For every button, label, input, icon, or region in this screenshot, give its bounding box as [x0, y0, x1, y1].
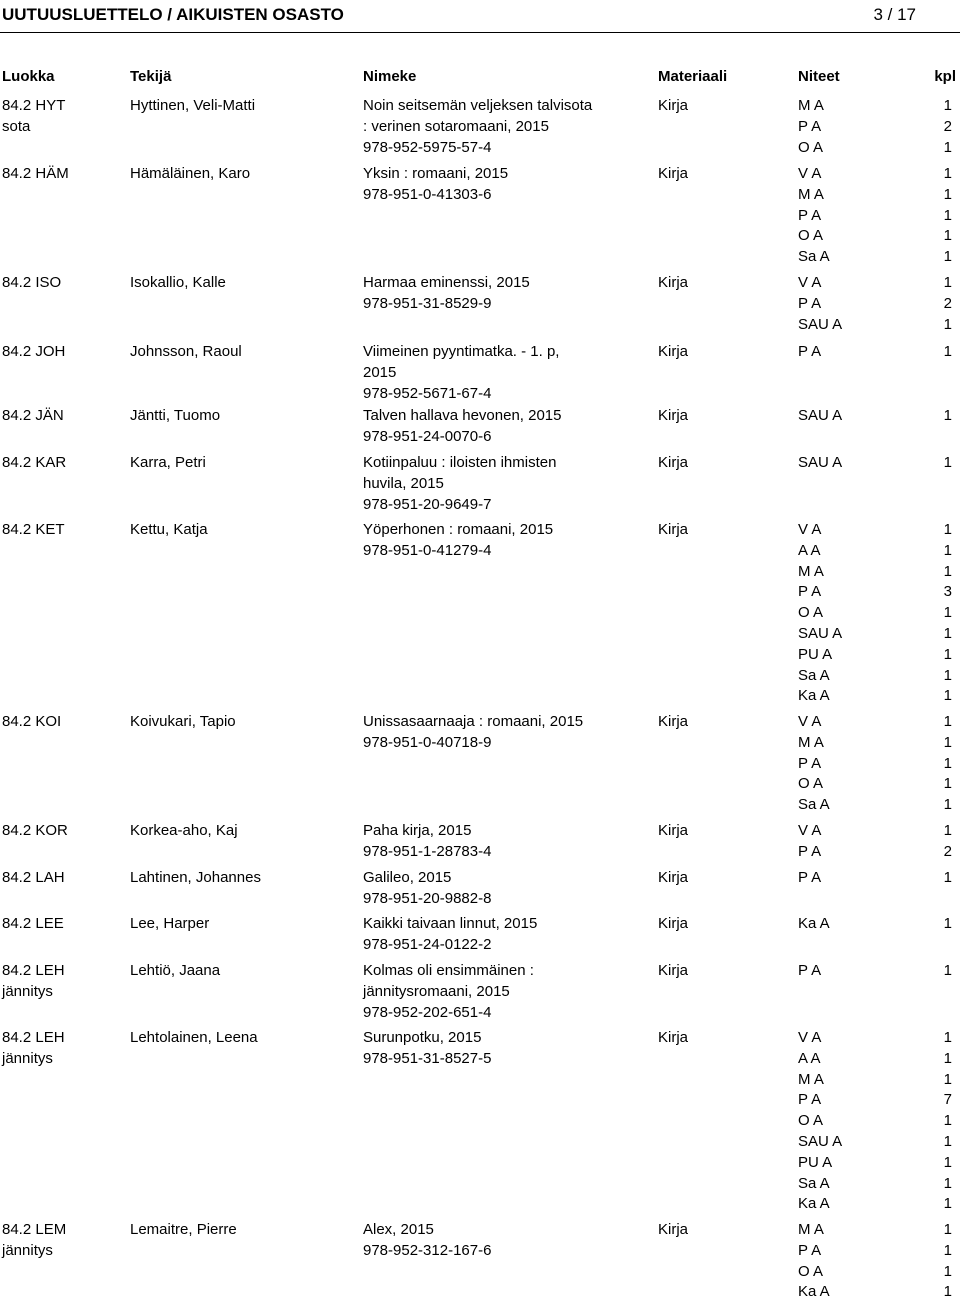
- niteet-location: PU A: [798, 645, 833, 663]
- nimeke-line: 978-951-0-40718-9: [363, 733, 492, 751]
- nimeke-line: Yöperhonen : romaani, 2015: [363, 521, 554, 538]
- niteet-count: 1: [943, 775, 952, 793]
- nimeke-line: Galileo, 2015: [363, 869, 452, 886]
- niteet-location: M A: [798, 97, 824, 114]
- luokka-line: 84.2 HYT: [2, 97, 66, 114]
- cell-materiaali: Kirja: [658, 97, 689, 114]
- niteet-count: 1: [943, 521, 952, 538]
- nimeke-line: 978-951-31-8527-5: [363, 1049, 492, 1067]
- niteet-count: 1: [943, 1049, 952, 1067]
- cell-tekija: Johnsson, Raoul: [130, 343, 242, 360]
- niteet-location: Ka A: [798, 687, 830, 705]
- nimeke-line: 978-951-31-8529-9: [363, 294, 492, 312]
- niteet-location: V A: [798, 274, 822, 291]
- niteet-location: Sa A: [798, 248, 830, 266]
- niteet-count: 1: [943, 541, 952, 559]
- column-header-tekija: Tekijä: [130, 68, 172, 85]
- cell-nimeke: [363, 712, 653, 754]
- cell-luokka: [2, 520, 120, 541]
- niteet-location: P A: [798, 1241, 822, 1259]
- luokka-line: 84.2 KET: [2, 521, 65, 538]
- niteet-location: O A: [798, 138, 824, 156]
- cell-nimeke: [363, 868, 653, 910]
- nimeke-line: 978-951-24-0070-6: [363, 427, 492, 445]
- nimeke-line: 978-951-20-9882-8: [363, 889, 492, 907]
- niteet-count: 1: [943, 962, 952, 979]
- niteet-location: V A: [798, 165, 822, 182]
- cell-tekija: Koivukari, Tapio: [130, 713, 236, 730]
- niteet-count: 3: [943, 583, 952, 601]
- nimeke-line: Unissasaarnaaja : romaani, 2015: [363, 713, 584, 730]
- niteet-count: 1: [943, 185, 952, 203]
- cell-nimeke: [363, 821, 653, 863]
- niteet-count: 1: [943, 248, 952, 266]
- niteet-count: 1: [943, 206, 952, 224]
- niteet-count: 1: [943, 1070, 952, 1088]
- cell-tekija: Hyttinen, Veli-Matti: [130, 97, 256, 114]
- niteet-count: 1: [943, 1112, 952, 1130]
- luokka-line: 84.2 KOI: [2, 713, 62, 730]
- cell-nimeke: [363, 1028, 653, 1070]
- niteet-count: 1: [943, 97, 952, 114]
- niteet-location: M A: [798, 1221, 824, 1238]
- niteet-location: SAU A: [798, 407, 843, 424]
- niteet-location: O A: [798, 604, 824, 622]
- cell-tekija: Lehtolainen, Leena: [130, 1029, 258, 1046]
- niteet-location: M A: [798, 1070, 824, 1088]
- column-headers: [0, 68, 960, 88]
- cell-tekija: Lee, Harper: [130, 915, 210, 932]
- cell-nimeke: [363, 520, 653, 562]
- luokka-line: 84.2 LEH: [2, 962, 65, 979]
- niteet-location: O A: [798, 775, 824, 793]
- niteet-count: 1: [943, 754, 952, 772]
- cell-tekija: Jäntti, Tuomo: [130, 407, 221, 424]
- luokka-line: jännitys: [2, 982, 53, 1000]
- cell-luokka: [2, 273, 120, 294]
- luokka-line: 84.2 KOR: [2, 822, 68, 839]
- luokka-line: 84.2 JÄN: [2, 407, 64, 424]
- cell-luokka: [2, 1028, 120, 1070]
- cell-materiaali: Kirja: [658, 454, 689, 471]
- niteet-location: P A: [798, 754, 822, 772]
- column-header-niteet: Niteet: [798, 68, 840, 85]
- niteet-location: SAU A: [798, 454, 843, 471]
- header-rule: [0, 32, 960, 33]
- cell-materiaali: Kirja: [658, 165, 689, 182]
- niteet-location: V A: [798, 822, 822, 839]
- niteet-count: 7: [943, 1091, 952, 1109]
- niteet-count: 1: [943, 1174, 952, 1192]
- niteet-count: 1: [943, 1029, 952, 1046]
- niteet-location: Sa A: [798, 666, 830, 684]
- niteet-location: SAU A: [798, 315, 843, 333]
- niteet-location: V A: [798, 521, 822, 538]
- nimeke-line: Noin seitsemän veljeksen talvisota: [363, 97, 593, 114]
- nimeke-line: Yksin : romaani, 2015: [363, 165, 509, 182]
- niteet-count: 1: [943, 1262, 952, 1280]
- niteet-location: SAU A: [798, 625, 843, 642]
- luokka-line: 84.2 LEM: [2, 1221, 67, 1238]
- niteet-count: 1: [943, 1241, 952, 1259]
- nimeke-line: 978-951-0-41303-6: [363, 185, 492, 203]
- niteet-count: 1: [943, 822, 952, 839]
- niteet-count: 1: [943, 713, 952, 730]
- cell-tekija: Lahtinen, Johannes: [130, 869, 261, 886]
- luokka-line: jännitys: [2, 1241, 53, 1259]
- niteet-location: P A: [798, 962, 822, 979]
- niteet-count: 1: [943, 687, 952, 705]
- cell-tekija: Hämäläinen, Karo: [130, 165, 251, 182]
- nimeke-line: jännitysromaani, 2015: [363, 982, 510, 1000]
- cell-materiaali: Kirja: [658, 1221, 689, 1238]
- niteet-location: O A: [798, 227, 824, 245]
- niteet-count: 1: [943, 315, 952, 333]
- niteet-location: A A: [798, 1049, 821, 1067]
- niteet-location: Ka A: [798, 1195, 830, 1213]
- niteet-count: 1: [943, 227, 952, 245]
- nimeke-line: Harmaa eminenssi, 2015: [363, 274, 530, 291]
- cell-luokka: [2, 914, 120, 935]
- niteet-location: P A: [798, 343, 822, 360]
- niteet-location: A A: [798, 541, 821, 559]
- nimeke-line: 978-951-0-41279-4: [363, 541, 492, 559]
- niteet-location: V A: [798, 713, 822, 730]
- cell-luokka: [2, 453, 120, 474]
- niteet-location: M A: [798, 562, 824, 580]
- niteet-count: 1: [943, 1221, 952, 1238]
- niteet-count: 1: [943, 666, 952, 684]
- niteet-location: PU A: [798, 1153, 833, 1171]
- cell-tekija: Korkea-aho, Kaj: [130, 822, 238, 839]
- niteet-count: 2: [943, 842, 952, 860]
- document-title: UUTUUSLUETTELO / AIKUISTEN OSASTO: [2, 5, 344, 24]
- niteet-count: 1: [943, 1133, 952, 1150]
- nimeke-line: Talven hallava hevonen, 2015: [363, 407, 562, 424]
- nimeke-line: Surunpotku, 2015: [363, 1029, 482, 1046]
- cell-luokka: [2, 96, 120, 138]
- niteet-count: 2: [943, 117, 952, 135]
- niteet-location: P A: [798, 294, 822, 312]
- niteet-count: 1: [943, 645, 952, 663]
- cell-materiaali: Kirja: [658, 869, 689, 886]
- nimeke-line: huvila, 2015: [363, 474, 444, 492]
- nimeke-line: 978-951-20-9649-7: [363, 495, 492, 513]
- cell-materiaali: Kirja: [658, 713, 689, 730]
- niteet-count: 1: [943, 1153, 952, 1171]
- cell-materiaali: Kirja: [658, 343, 689, 360]
- cell-nimeke: [363, 961, 653, 1023]
- nimeke-line: Alex, 2015: [363, 1221, 434, 1238]
- luokka-line: 84.2 KAR: [2, 454, 67, 471]
- column-header-materiaali: Materiaali: [658, 68, 728, 85]
- niteet-location: Ka A: [798, 1283, 830, 1301]
- niteet-location: P A: [798, 869, 822, 886]
- cell-tekija: Kettu, Katja: [130, 521, 208, 538]
- cell-materiaali: Kirja: [658, 521, 689, 538]
- niteet-location: M A: [798, 185, 824, 203]
- niteet-count: 1: [943, 274, 952, 291]
- niteet-location: Sa A: [798, 1174, 830, 1192]
- cell-nimeke: [363, 406, 653, 448]
- column-header-nimeke: Nimeke: [363, 68, 417, 85]
- nimeke-line: 978-952-312-167-6: [363, 1241, 492, 1259]
- niteet-count: 1: [943, 796, 952, 814]
- cell-nimeke: [363, 1220, 653, 1262]
- luokka-line: 84.2 LEH: [2, 1029, 65, 1046]
- niteet-location: SAU A: [798, 1133, 843, 1150]
- luokka-line: 84.2 ISO: [2, 274, 62, 291]
- niteet-location: P A: [798, 117, 822, 135]
- luokka-line: 84.2 JOH: [2, 343, 66, 360]
- cell-nimeke: [363, 96, 653, 158]
- cell-nimeke: [363, 342, 653, 404]
- cell-materiaali: Kirja: [658, 274, 689, 291]
- niteet-count: 2: [943, 294, 952, 312]
- nimeke-line: Viimeinen pyyntimatka. - 1. p,: [363, 343, 560, 360]
- niteet-location: P A: [798, 842, 822, 860]
- niteet-location: O A: [798, 1112, 824, 1130]
- nimeke-line: 978-951-24-0122-2: [363, 935, 492, 953]
- nimeke-line: Kolmas oli ensimmäinen :: [363, 962, 534, 979]
- cell-nimeke: [363, 914, 653, 956]
- cell-tekija: Lemaitre, Pierre: [130, 1221, 237, 1238]
- cell-tekija: Isokallio, Kalle: [130, 274, 226, 291]
- cell-materiaali: Kirja: [658, 407, 689, 424]
- niteet-location: V A: [798, 1029, 822, 1046]
- niteet-count: 1: [943, 604, 952, 622]
- luokka-line: sota: [2, 117, 31, 135]
- niteet-count: 1: [943, 625, 952, 642]
- cell-luokka: [2, 406, 120, 427]
- luokka-line: 84.2 LAH: [2, 869, 65, 886]
- niteet-count: 1: [943, 1283, 952, 1301]
- cell-nimeke: [363, 273, 653, 315]
- nimeke-line: Kotiinpaluu : iloisten ihmisten: [363, 454, 557, 471]
- niteet-count: 1: [943, 562, 952, 580]
- niteet-location: Ka A: [798, 915, 830, 932]
- niteet-location: P A: [798, 1091, 822, 1109]
- page-number: 3 / 17: [873, 5, 916, 24]
- niteet-location: M A: [798, 733, 824, 751]
- cell-luokka: [2, 821, 120, 842]
- niteet-count: 1: [943, 869, 952, 886]
- cell-materiaali: Kirja: [658, 1029, 689, 1046]
- nimeke-line: 978-952-202-651-4: [363, 1003, 492, 1021]
- cell-luokka: [2, 868, 120, 889]
- cell-luokka: [2, 164, 120, 185]
- niteet-count: 1: [943, 454, 952, 471]
- niteet-count: 1: [943, 915, 952, 932]
- cell-tekija: Lehtiö, Jaana: [130, 962, 221, 979]
- niteet-location: Sa A: [798, 796, 830, 814]
- cell-materiaali: Kirja: [658, 962, 689, 979]
- niteet-location: O A: [798, 1262, 824, 1280]
- cell-luokka: [2, 342, 120, 363]
- nimeke-line: 978-951-1-28783-4: [363, 842, 492, 860]
- niteet-count: 1: [943, 1195, 952, 1213]
- nimeke-line: 978-952-5671-67-4: [363, 384, 492, 402]
- niteet-count: 1: [943, 165, 952, 182]
- cell-luokka: [2, 961, 120, 1003]
- page-header: [0, 0, 960, 30]
- nimeke-line: 978-952-5975-57-4: [363, 138, 492, 156]
- cell-materiaali: Kirja: [658, 822, 689, 839]
- nimeke-line: Kaikki taivaan linnut, 2015: [363, 915, 538, 932]
- nimeke-line: Paha kirja, 2015: [363, 822, 472, 839]
- luokka-line: jännitys: [2, 1049, 53, 1067]
- column-header-kpl: kpl: [934, 68, 956, 85]
- luokka-line: 84.2 HÄM: [2, 165, 69, 182]
- niteet-count: 1: [943, 343, 952, 360]
- niteet-location: P A: [798, 206, 822, 224]
- cell-nimeke: [363, 453, 653, 515]
- niteet-count: 1: [943, 733, 952, 751]
- nimeke-line: 2015: [363, 363, 397, 381]
- cell-tekija: Karra, Petri: [130, 454, 206, 471]
- cell-materiaali: Kirja: [658, 915, 689, 932]
- cell-luokka: [2, 712, 120, 733]
- column-header-luokka: Luokka: [2, 68, 55, 85]
- luokka-line: 84.2 LEE: [2, 915, 64, 932]
- nimeke-line: : verinen sotaromaani, 2015: [363, 117, 549, 135]
- niteet-count: 1: [943, 407, 952, 424]
- niteet-location: P A: [798, 583, 822, 601]
- cell-nimeke: [363, 164, 653, 206]
- cell-luokka: [2, 1220, 120, 1262]
- niteet-count: 1: [943, 138, 952, 156]
